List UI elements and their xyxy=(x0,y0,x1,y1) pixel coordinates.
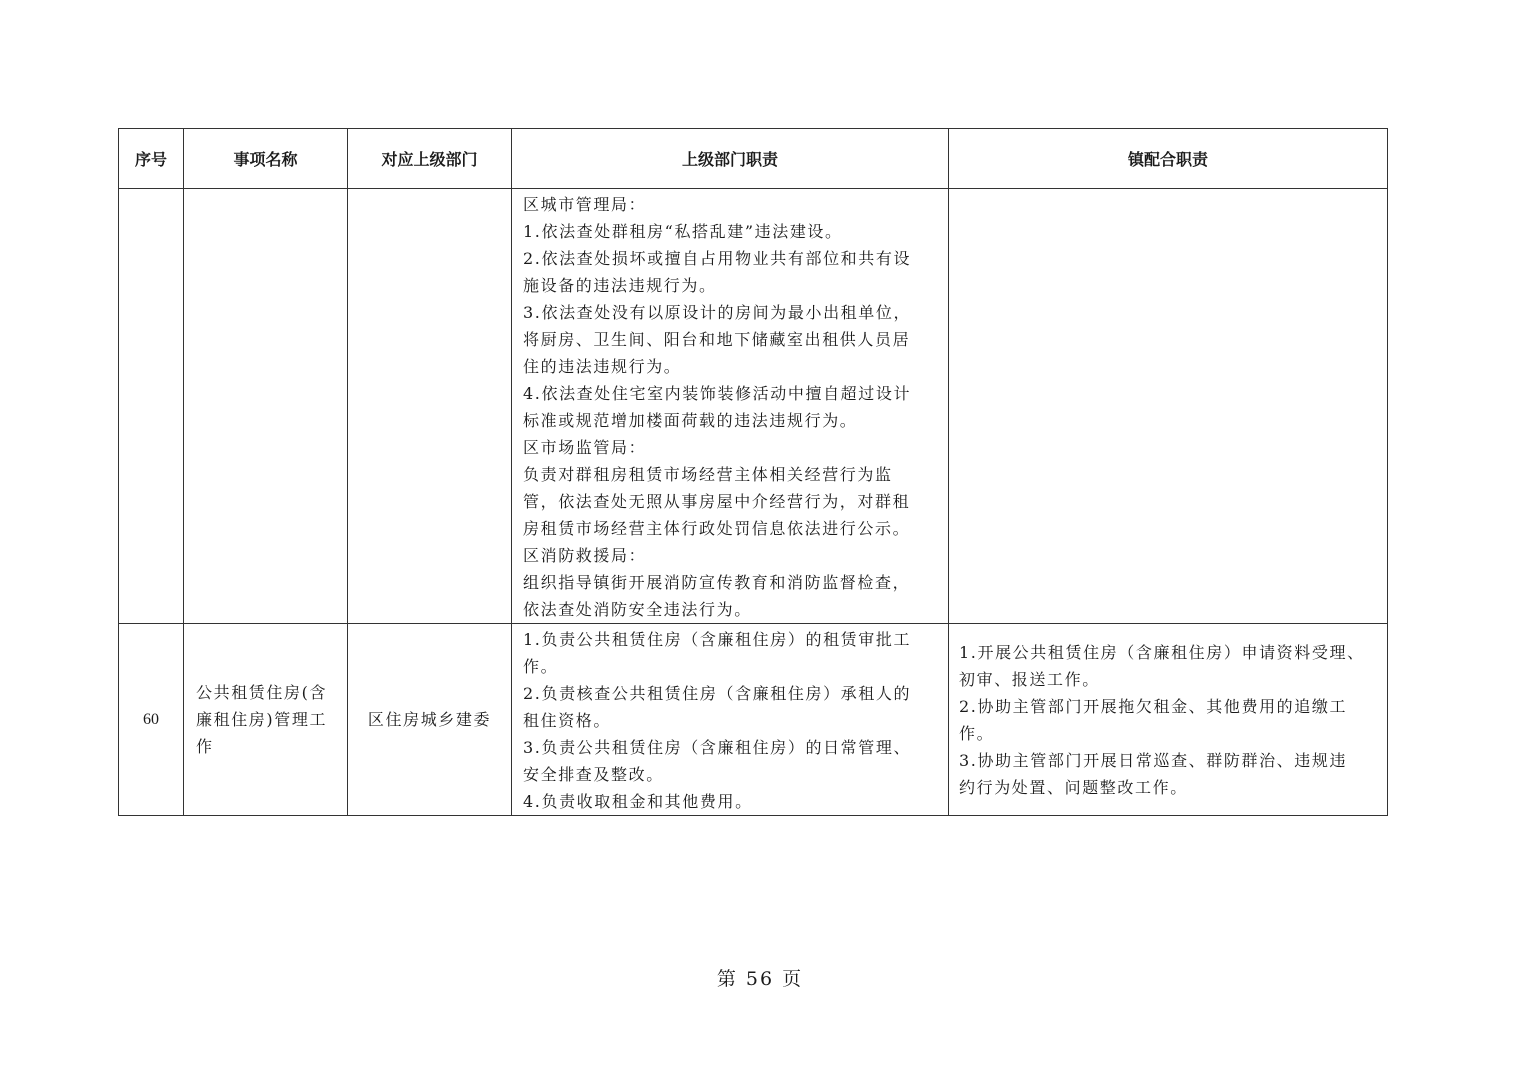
item-name-cell: 公共租赁住房(含廉租住房)管理工作 xyxy=(184,624,348,816)
duty-line: 初审、报送工作。 xyxy=(959,669,1100,689)
header-seq: 序号 xyxy=(119,129,184,189)
duty-line: 安全排查及整改。 xyxy=(523,765,664,784)
duty-line: 1.开展公共租赁住房（含廉租住房）申请资料受理、 xyxy=(959,642,1365,662)
duty-line: 作。 xyxy=(523,657,559,676)
duty-table xyxy=(118,128,1388,816)
header-town-duty: 镇配合职责 xyxy=(949,129,1388,189)
table-row xyxy=(119,189,1388,624)
header-superior-duty: 上级部门职责 xyxy=(512,129,949,189)
duty-line: 区消防救援局： xyxy=(523,546,647,565)
seq-cell: 60 xyxy=(119,624,184,816)
duty-line: 管，依法查处无照从事房屋中介经营行为，对群租 xyxy=(523,492,911,511)
town-duty-cell xyxy=(949,189,1388,624)
duty-line: 2.依法查处损坏或擅自占用物业共有部位和共有设 xyxy=(523,249,912,268)
duty-line: 将厨房、卫生间、阳台和地下储藏室出租供人员居 xyxy=(523,330,911,349)
superior-dept-cell: 区住房城乡建委 xyxy=(348,624,512,816)
duty-line: 作。 xyxy=(959,723,995,743)
duty-line: 依法查处消防安全违法行为。 xyxy=(523,600,752,619)
header-superior-dept: 对应上级部门 xyxy=(348,129,512,189)
table-row xyxy=(119,624,1388,816)
duty-line: 组织指导镇街开展消防宣传教育和消防监督检查， xyxy=(523,573,911,592)
duty-line: 3.负责公共租赁住房（含廉租住房）的日常管理、 xyxy=(523,738,912,757)
duty-line: 租住资格。 xyxy=(523,711,612,730)
duty-line: 2.负责核查公共租赁住房（含廉租住房）承租人的 xyxy=(523,684,912,703)
duty-line: 4.负责收取租金和其他费用。 xyxy=(523,792,753,811)
duty-line: 房租赁市场经营主体行政处罚信息依法进行公示。 xyxy=(523,519,911,538)
duty-line: 2.协助主管部门开展拖欠租金、其他费用的追缴工 xyxy=(959,696,1348,716)
duty-line: 区市场监管局： xyxy=(523,438,647,457)
duty-line: 住的违法违规行为。 xyxy=(523,357,682,376)
item-name-cell xyxy=(184,189,348,624)
town-duty-cell xyxy=(949,624,1388,816)
duty-line: 1.负责公共租赁住房（含廉租住房）的租赁审批工 xyxy=(523,630,912,649)
duty-line: 负责对群租房租赁市场经营主体相关经营行为监 xyxy=(523,465,893,484)
table-header-row xyxy=(119,129,1388,189)
superior-duty-cell xyxy=(512,624,949,816)
superior-dept-cell xyxy=(348,189,512,624)
seq-cell xyxy=(119,189,184,624)
duty-line: 4.依法查处住宅室内装饰装修活动中擅自超过设计 xyxy=(523,384,912,403)
duty-line: 3.协助主管部门开展日常巡查、群防群治、违规违 xyxy=(959,750,1348,770)
superior-duty-cell xyxy=(512,189,949,624)
duty-line: 标准或规范增加楼面荷载的违法违规行为。 xyxy=(523,411,858,430)
page-number: 第 56 页 xyxy=(716,968,804,990)
duty-line: 3.依法查处没有以原设计的房间为最小出租单位， xyxy=(523,303,912,322)
duty-line: 1.依法查处群租房“私搭乱建”违法建设。 xyxy=(523,222,843,241)
header-item-name: 事项名称 xyxy=(184,129,348,189)
duty-line: 区城市管理局： xyxy=(523,195,647,214)
duty-line: 施设备的违法违规行为。 xyxy=(523,276,717,295)
duty-line: 约行为处置、问题整改工作。 xyxy=(959,777,1188,797)
